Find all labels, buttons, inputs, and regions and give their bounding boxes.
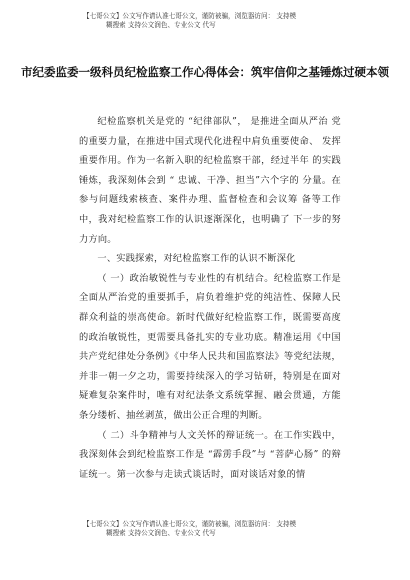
section-heading-1: 一、实践探索，对纪检监察工作的认识不断深化 [97, 253, 296, 265]
header-banner-line-1: 【七哥公文】公文写作请认准七哥公文，谨防被骗，浏览器访问： 支持模 [83, 12, 297, 20]
body-paragraph-1: （ 一）政治敏锐性与专业性的有机结合。纪检监察工作是全面从严治党的重要抓手，肩负着维护党的纯洁性、保障人民群众利益的崇高使命。新时代做好纪检监察工作，既需要高度的政治敏锐性，更需要具备扎实的专业功底。精准运用《中国共产党纪律处分条例》《中华人民共和国监察法》等党纪法规，并非一朝一夕之功，需要持续深入的学习钻研，特别是在面对疑难复杂案件时，唯有对纪法条文系统掌握、融会贯通，方能条分缕析、抽丝剥茧，做出公正合理的判断。 [79, 272, 341, 421]
footer-banner-line-1: 【七哥公文】公文写作请认准七哥公文，谨防被骗，浏览器访问： 支持模 [83, 520, 297, 528]
document-body [79, 112, 341, 484]
intro-paragraph: 纪检监察机关是党的 “纪律部队”， 是推进全面从严治 党的重要力量，在推进中国式现代化进程中肩负重要使命、 发挥重要作用。作为一名新入职的纪检监察干部，经过半年 的实践锤炼，我深刻体会到 “ 忠诚、干净、担当”六个字的 分量。在参与问题线索核查、案件办理、监督检查和会议筹 备等工作中，我对纪检监察工作的认识逐渐深化，也明确了 下一步的努力方向。 [79, 116, 341, 245]
footer-banner-line-2: 糊搜索 支持公文润色、专业公文 代写 [106, 529, 216, 537]
document-title: 市纪委监委一级科员纪检监察工作心得体会：筑牢信仰之基锤炼过硬本领 [21, 65, 389, 79]
header-banner-line-2: 糊搜索 支持公文润色、专业公文 代写 [106, 21, 216, 29]
body-paragraph-2: （ 二）斗争精神与人文关怀的辩证统一。在工作实践中， 我深刻体会到纪检监察工作是 “霹雳手段”与 “菩萨心肠” 的辩证统一。第一次参与走读式谈话时，面对谈话对象的情 [79, 429, 341, 480]
